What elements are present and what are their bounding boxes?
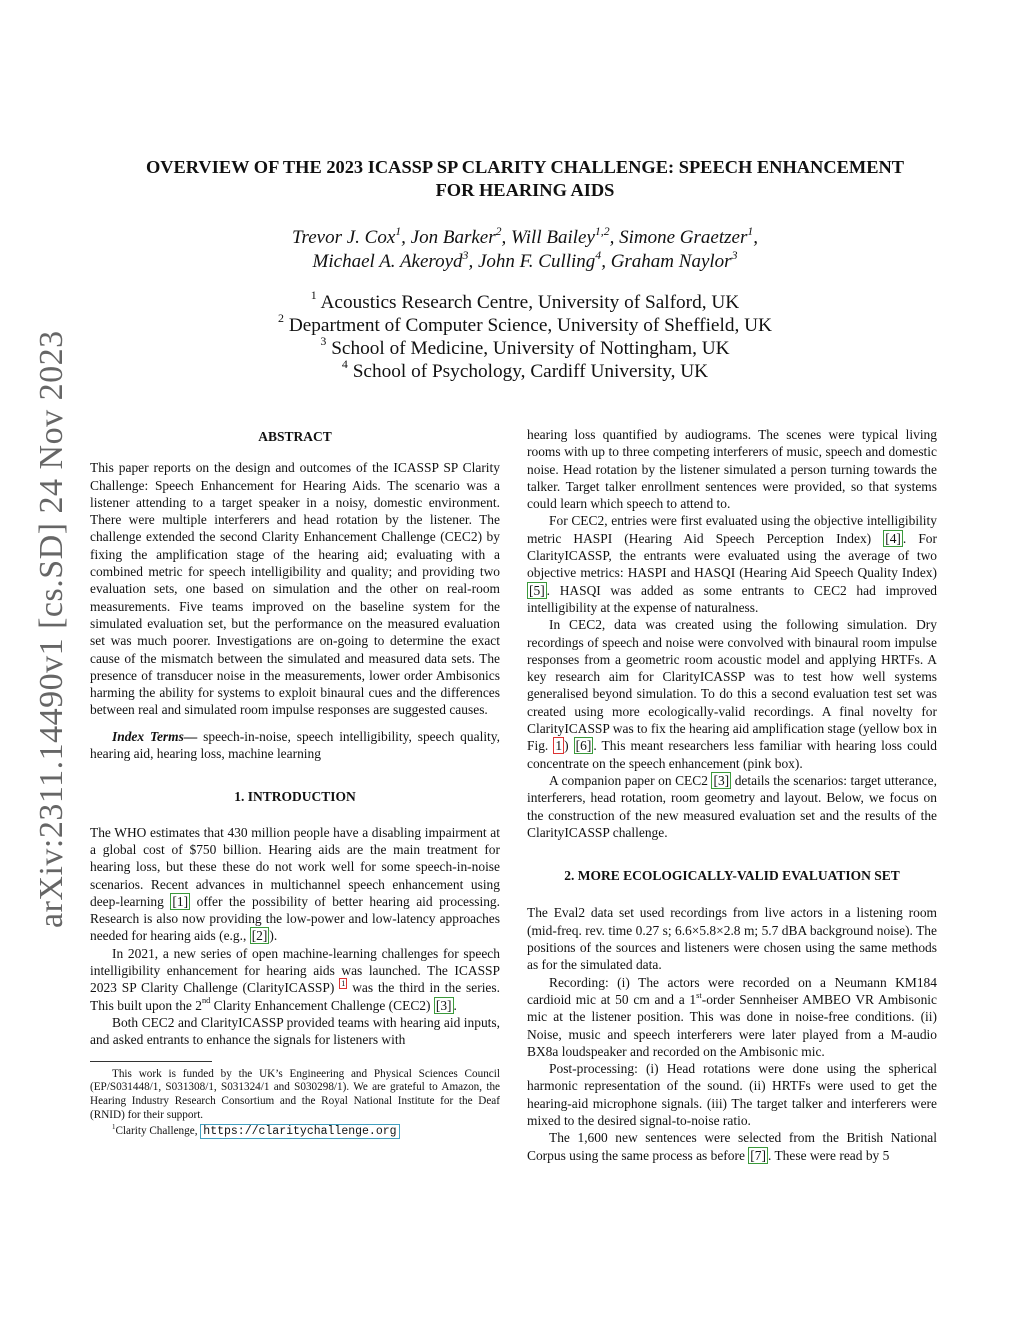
citation-link[interactable]: [3] <box>435 997 452 1013</box>
citation-link[interactable]: [1] <box>172 893 189 909</box>
intro-paragraph-1: The WHO estimates that 430 million people have a disabling impairment at a global cost of $750 billion. Hearing aids are the main treatment for hearing loss, but these these do not work well for some speech-in-noise scenarios. Recent advances in multichannel speech enhancement using deep-learning [1] offer the possibility of better hearing aid processing. Research is also now providing the low-power and low-latency approaches needed for hearing aids (e.g., [2] ). <box>90 824 500 944</box>
citation-link[interactable]: [5] <box>529 582 545 598</box>
author-affil-mark: 3 <box>462 248 469 262</box>
author-name: Trevor J. Cox <box>292 227 396 248</box>
author-list <box>90 226 960 274</box>
index-terms-label: Index Terms— <box>112 728 198 744</box>
affiliation: $^3$ School of Medicine, University of Nottingham, UK <box>320 334 730 359</box>
right-paragraph-3: In CEC2, data was created using the following simulation. Dry recordings of speech and noise were convolved with binaural room impulse responses from a geometric room acoustic model and applying HRTFs. A key research aim for ClarityICASSP was to test how well systems generalised beyond simulation. To do this a second evaluation test set was created using more ecologically-valid recordings. A final novelty for ClarityICASSP was to fix the hearing aid amplification stage (yellow box in Fig. 1 ) [6] . This meant researchers less familiar with hearing loss could concentrate on the speech enhancement (pink box). <box>527 617 937 771</box>
section-2-paragraph-2: Recording: (i) The actors were recorded on a Neumann KM184 cardioid mic at 50 cm and a 1st-order Sennheiser AMBEO VR Ambisonic mic at the listener position. This was done in noise-free conditions. (ii) Noise, music and speech interferers were later played from a M-audio BX8a loudspeaker and recorded on the Ambisonic mic. <box>527 974 937 1059</box>
author-affil-mark: 1 <box>747 224 754 238</box>
intro-paragraph-2: In 2021, a new series of open machine-learning challenges for speech intelligibility enhancement for hearing aids was launched. The ICASSP 2023 SP Clarity Challenge (ClarityICASSP) $^1$ was the third in the series. This built upon the 2nd Clarity Enhancement Challenge (CEC2) [3] . <box>90 945 500 1013</box>
author-name: Michael A. Akeroyd <box>312 251 463 272</box>
author-affil-mark: 4 <box>595 248 602 262</box>
author-name: Simone Graetzer <box>619 227 748 248</box>
right-paragraph-2: For CEC2, entries were first evaluated using the objective intelligibility metric HASPI (Hearing Aid Speech Perception Index) [4] . For ClarityICASSP, the entrants were evaluated using the average of two objective metrics: HASPI and HASQI (Hearing Aid Speech Quality Index) [5] . HASQI was added as some entrants to CEC2 had improved intelligibility at the expense of naturalness. <box>527 513 937 615</box>
author-name: Jon Barker <box>410 227 496 248</box>
intro-paragraph-3: Both CEC2 and ClarityICASSP provided teams with hearing aid inputs, and asked entrants to enhance the signals for listeners with <box>90 1014 500 1048</box>
citation-link[interactable]: [3] <box>713 772 730 788</box>
right-paragraph-4: A companion paper on CEC2 [3] details the scenarios: target utterance, interferers, head rotation, room geometry and layout. Below, we focus on the construction of the new measured evaluation set and the results of the ClarityICASSP challenge. <box>527 772 937 840</box>
section-2-heading: 2. MORE ECOLOGICALLY-VALID EVALUATION SET <box>564 868 900 884</box>
author-line-2: Michael A. Akeroyd$^3$, John F. Culling$^4$, Graham Naylor$^3$ <box>312 248 738 272</box>
citation-link[interactable]: [6] <box>575 738 592 754</box>
author-affil-mark: 2 <box>495 224 502 238</box>
index-terms <box>90 728 500 763</box>
figure-link[interactable]: 1 <box>555 738 563 754</box>
author-affil-mark: 3 <box>731 248 738 262</box>
section-2-paragraph-1: The Eval2 data set used recordings from live actors in a listening room (mid-freq. rev. time 0.27 s; 6.6×5.8×2.8 m; 5.7 dBA background noise). The positions of the sources and listeners were chosen using the same methods as for the simulated data. <box>527 905 937 973</box>
affiliation: $^2$ Department of Computer Science, University of Sheffield, UK <box>278 311 772 336</box>
affiliation: $^1$ Acoustics Research Centre, University of Salford, UK <box>310 288 740 313</box>
section-2-paragraph-3: Post-processing: (i) Head rotations were done using the spherical harmonic representation of the sound. (ii) HRTFs were used to get the hearing-aid microphone signals. (iii) The target talker and interferers were mixed to the desired signal-to-noise ratio. <box>527 1061 937 1128</box>
author-line-1: Trevor J. Cox$^1$, Jon Barker$^2$, Will Bailey$^{1,2}$, Simone Graetzer$^1$, <box>292 224 758 248</box>
funding-footnote: This work is funded by the UK’s Engineering and Physical Sciences Council (EP/S031448/1, S031308/1, S031324/1 and S030298/1). We are grateful to Amazon, the Hearing Industry Research Consortium and the Royal National Institute for the Deaf (RNID) for their support. <box>90 1067 500 1122</box>
right-column <box>527 426 937 1164</box>
left-column <box>90 426 500 1139</box>
footnote-1: $^1$Clarity Challenge, https://claritychallenge.org <box>90 1125 500 1139</box>
intro-heading: 1. INTRODUCTION <box>234 789 356 805</box>
author-name: Graham Naylor <box>610 251 732 272</box>
citation-link[interactable]: [2] <box>251 928 268 944</box>
author-name: Will Bailey <box>511 227 595 248</box>
section-2-paragraph-4: The 1,600 new sentences were selected from the British National Corpus using the same process as before [7] . These were read by 5 <box>527 1130 937 1163</box>
author-affil-mark: 1,2 <box>594 224 610 238</box>
footnote-divider <box>90 1061 212 1062</box>
clarity-url-link[interactable]: https://claritychallenge.org <box>200 1124 399 1139</box>
citation-link[interactable]: [7] <box>750 1147 766 1163</box>
title-line-1: OVERVIEW OF THE 2023 ICASSP SP CLARITY CHALLENGE: SPEECH ENHANCEMENT <box>145 157 905 177</box>
affiliation: $^4$ School of Psychology, Cardiff University, UK <box>341 357 709 382</box>
abstract-text: This paper reports on the design and outcomes of the ICASSP SP Clarity Challenge: Speech Enhancement for Hearing Aids. The scenario was a listener attending to a target speaker in a noisy, domestic environment. There were multiple interferers and head rotation by the listener. The challenge extended the second Clarity Enhancement Challenge (CEC2) by fixing the amplification stage of the hearing aid; evaluating with a combined metric for speech intelligibility and quality; and providing two evaluation sets, one based on simulation and the other on real-room measurements. Five teams improved on the baseline system for the simulated evaluation set, but the performance on the measured evaluation set was much poorer. Investigations are on-going to determine the exact cause of the mismatch between the simulated and measured data sets. The presence of transducer noise in the measurements, lower order Ambisonics harming the ability for systems to exploit binaural cues and the differences between real and simulated room impulse responses are suggested causes. <box>90 460 500 718</box>
citation-link[interactable]: [4] <box>885 530 901 546</box>
paper-title <box>90 156 960 202</box>
affiliation-list <box>90 288 960 383</box>
arxiv-stamp: arXiv:2311.14490v1 [cs.SD] 24 Nov 2023 <box>33 330 70 928</box>
index-terms-text: speech-in-noise, speech intelligibility, speech quality, hearing aid, hearing loss, machine learning <box>90 728 500 762</box>
footnote-link[interactable]: 1 <box>341 979 346 988</box>
author-name: John F. Culling <box>477 251 596 272</box>
title-line-2: FOR HEARING AIDS <box>435 180 615 200</box>
abstract-heading: ABSTRACT <box>258 429 332 444</box>
author-affil-mark: 1 <box>395 224 402 238</box>
right-paragraph-1: hearing loss quantified by audiograms. The scenes were typical living rooms with up to three competing interferers of music, speech and domestic noise. Head rotation by the listener simulated a person turning towards the talker. Target talker enrollment sentences were provided, so that systems could learn which speech to attend to. <box>527 427 937 512</box>
